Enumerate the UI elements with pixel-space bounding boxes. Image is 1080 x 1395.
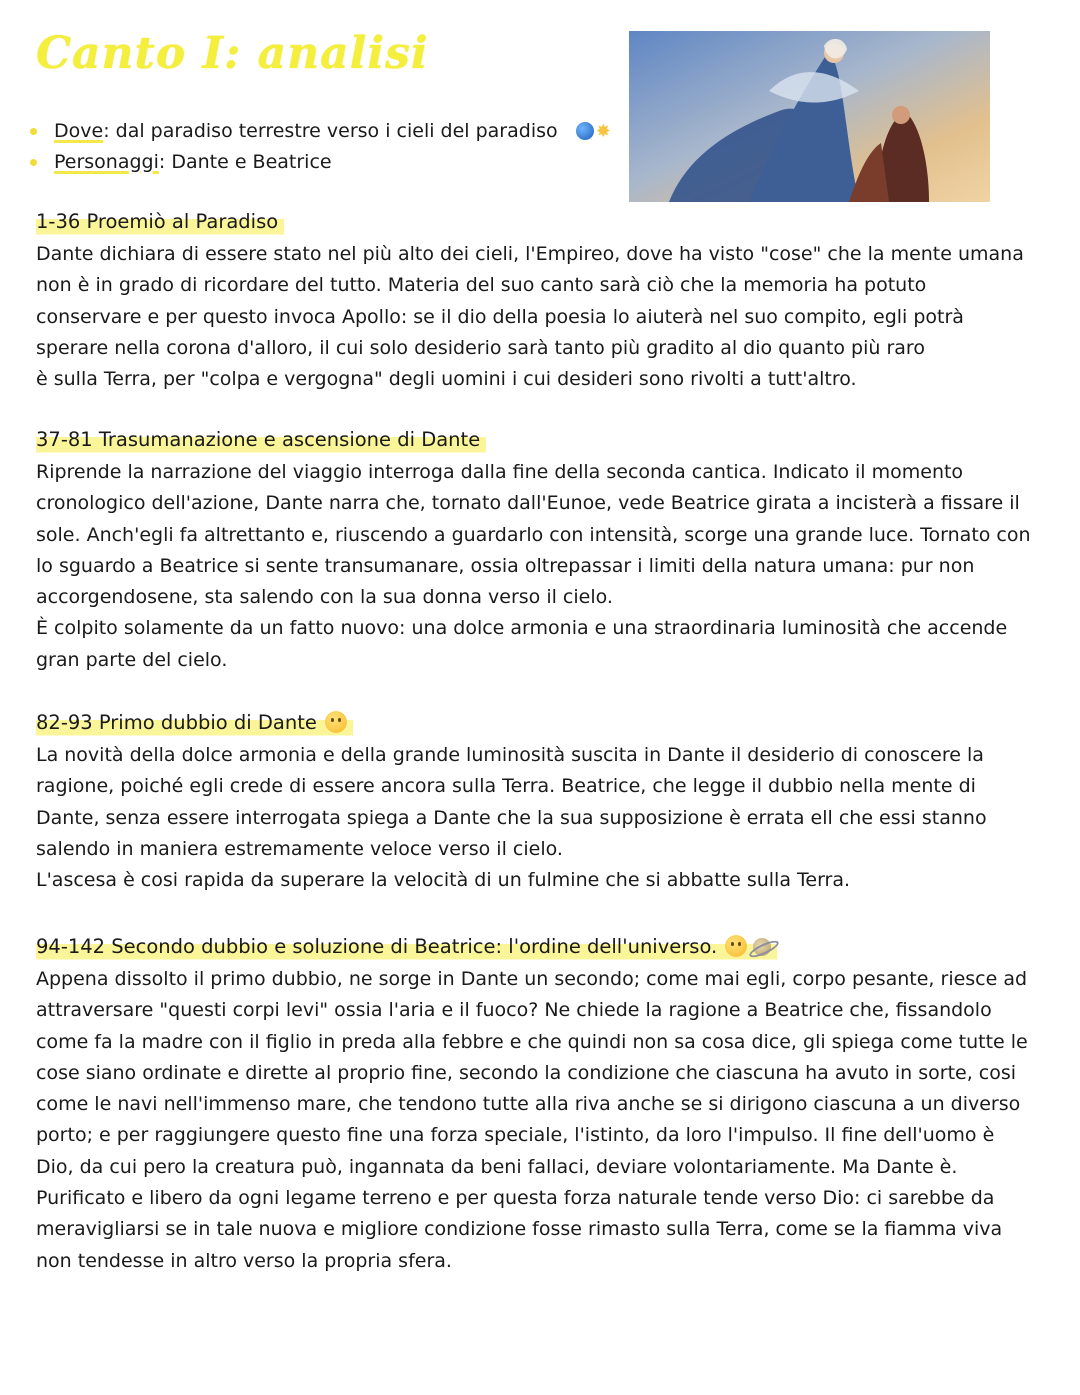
section-heading-text: 82-93 Primo dubbio di Dante [36, 711, 317, 734]
section-secondo-dubbio [36, 932, 1036, 1277]
bullet-key: Dove [54, 120, 104, 142]
section-paragraph: La novità della dolce armonia e della grande luminosità suscita in Dante il desiderio di conoscere la ragione, poiché egli crede di essere ancora sulla Terra. Beatrice, che legge il dubbio nella mente di Dante, senza essere interrogata spiega a Dante che la sua supposizione è errata ell che essi stanno salendo in maniera estremamente veloce verso il cielo. [36, 744, 987, 860]
section-paragraph: è sulla Terra, per "colpa e vergogna" degli uomini i cui desideri sono rivolti a tutt'altro. [36, 368, 857, 391]
list-item [30, 116, 611, 147]
raised-eyebrow-face-icon [725, 935, 747, 957]
section-heading [36, 932, 777, 962]
raised-eyebrow-face-icon [325, 711, 347, 733]
bullet-dot [30, 159, 37, 166]
section-proemio [36, 207, 1036, 395]
section-paragraph: Riprende la narrazione del viaggio interroga dalla fine della seconda cantica. Indicato il momento cronologico dell'azione, Dante narra che, tornato dall'Eunoe, vede Beatrice girata a inciste​rà a fissare il sole. Anch'egli fa altrettanto e, riuscendo a guardarlo con intensità, scorge una grande luce. Tornato con lo sguardo a Beatrice si sente transumanare, ossia oltrepassar i limiti della natura umana: pur non accorgendosene, sta salendo con la sua donna verso il cielo. [36, 461, 1031, 609]
section-paragraph: L'ascesa è cosi rapida da superare la velocità di un fulmine che si abbatte sulla Terra. [36, 869, 851, 892]
ringed-planet-icon [753, 938, 771, 956]
earth-globe-icon [576, 122, 594, 140]
section-paragraph: Dante dichiara di essere stato nel più alto dei cieli, l'Empireo, dove ha visto "cose" che la mente umana non è in grado di ricordare del tutto. Materia del suo canto sarà ciò che la memoria ha potuto conservare e per questo invoca Apollo: se il dio della poesia lo aiuterà nel suo compito, egli potrà sperare nella corona d'alloro, il cui solo desiderio sarà tanto più gradito al dio quanto più raro [36, 243, 1024, 359]
section-paragraph: Appena dissolto il primo dubbio, ne sorge in Dante un secondo; come mai egli, corpo pesante, riesce ad attraversare "questi corpi levi" ossia l'aria e il fuoco? Ne chiede la ragione a Beatrice che, fissandolo come fa la madre con il figlio in preda alla febbre e che quindi non sa cosa dice, gli spiega come tutte le cose siano ordinate e dirette al proprio fine, secondo la condizione che ciascuna ha avuto in sorte, cosi come le navi nell'immenso mare, che tendono tutte alla riva anche se si dirigono ciascuna a un diverso porto; e per raggiungere questo fine una forza speciale, l'istinto, da loro l'impulso. Il fine dell'uomo è Dio, da cui pero la creatura può, ingannata da beni fallaci, deviare volontariamente. Ma Dante è. Purificato e libero da ogni legame terreno e per questa forza naturale tende verso Dio: ci sarebbe da meravigliarsi se in tale nuova e migliore condizione fosse rimasto sulla Terra, come se la fiamma viva non tendesse in altro verso la propria sfera. [36, 968, 1028, 1272]
page-title: Canto I: analisi [36, 28, 429, 79]
section-heading [36, 708, 353, 738]
bullet-text: : Dante e Beatrice [158, 151, 332, 173]
section-primo-dubbio [36, 708, 1036, 896]
section-heading: 1-36 Proemiò al Paradiso [36, 207, 284, 237]
section-paragraph: È colpito solamente da un fatto nuovo: una dolce armonia e una straordinaria luminosità che accende gran parte del cielo. [36, 617, 1008, 671]
bullet-key: Personaggi [54, 151, 159, 173]
dante-beatrice-illustration [629, 31, 990, 202]
sparkle-icon: ✸ [595, 121, 611, 142]
section-heading-text: 94-142 Secondo dubbio e soluzione di Beatrice: l'ordine dell'universo. [36, 935, 718, 958]
bullet-list [30, 116, 611, 178]
section-trasumanazione [36, 425, 1036, 676]
section-heading: 37-81 Trasumanazione e ascensione di Dante [36, 425, 486, 455]
illustration-svg [629, 31, 990, 202]
list-item [30, 147, 611, 178]
bullet-dot [30, 128, 37, 135]
bullet-text: : dal paradiso terrestre verso i cieli del paradiso [103, 120, 558, 142]
